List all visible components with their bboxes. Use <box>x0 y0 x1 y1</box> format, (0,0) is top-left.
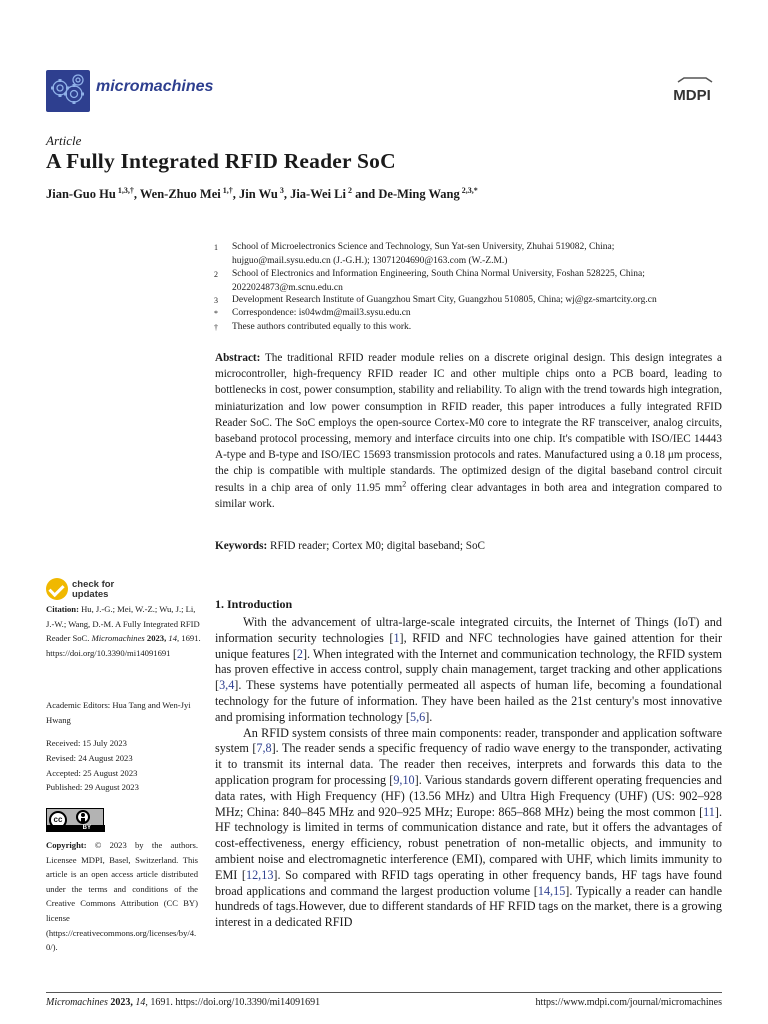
affiliation-mark: * <box>214 309 218 318</box>
paragraph-text: ]. These systems have potentially permeated all aspects of human life, becoming a foundational technology for the future of information. They have been hailed as the 21st century's most innovative and promising information technology [ <box>215 678 722 724</box>
author-name: Jin Wu <box>239 187 278 201</box>
paragraph-text: With the advancement of ultra-large-scale integrated circuits, the Internet of Things (IoT) and information security technologies [ <box>215 615 722 645</box>
abstract-sup: 2 <box>402 478 407 488</box>
affiliation-line: Development Research Institute of Guangzhou Smart City, Guangzhou 510805, China; wj@gz-smartcity.org.cn <box>232 295 657 305</box>
paragraph-text: ], RFID and NFC technologies have gained attention for their unique features [ <box>215 630 722 661</box>
article-type: Article <box>46 133 82 148</box>
copyright-text: © 2023 by the authors. Licensee MDPI, Basel, Switzerland. This article is an open access article distributed under the terms and conditions of the Creative Commons Attribution (CC BY) license (https://creativecommons.org/licenses/by/4.0/). <box>46 840 198 953</box>
mdpi-logo-icon[interactable] <box>664 76 720 108</box>
author-affiliation-sup: 1,† <box>220 185 233 195</box>
author-affiliation-sup: 3 <box>277 185 284 195</box>
abstract-text-end: offering clear advantages in both area and integration compared to similar work. <box>215 481 722 510</box>
citation-doi-link[interactable]: https://doi.org/10.3390/mi14091691 <box>46 647 171 658</box>
author-affiliation-sup: 2 <box>345 185 352 195</box>
abstract <box>215 350 722 512</box>
section-heading-introduction: 1. Introduction <box>215 597 293 611</box>
reference-link[interactable]: 5,6 <box>409 709 426 724</box>
reference-link[interactable]: 3,4 <box>219 678 235 693</box>
affiliation-line: 2022024873@m.scnu.edu.cn <box>232 282 343 293</box>
checkmark-icon <box>46 578 68 600</box>
reference-link[interactable]: 9,10 <box>393 772 415 787</box>
reference-link[interactable]: 7,8 <box>256 741 272 756</box>
author-name: Jian-Guo Hu <box>46 187 116 201</box>
author-list <box>46 187 478 202</box>
affiliation-mark: † <box>214 323 218 332</box>
paragraph-text: An RFID system consists of three main components: reader, transponder and application software system [ <box>215 725 722 756</box>
footer-citation <box>46 997 320 1008</box>
footer-year: 2023, <box>107 997 136 1008</box>
received-date: Received: 15 July 2023 <box>46 738 127 748</box>
paper-title: A Fully Integrated RFID Reader SoC <box>46 149 396 173</box>
affiliation-line: School of Microelectronics Science and Technology, Sun Yat-sen University, Zhuhai 519082, China; <box>232 242 615 252</box>
citation-label: Citation: <box>46 604 79 614</box>
footer-divider <box>46 992 722 993</box>
copyright-notice <box>46 838 198 955</box>
published-date: Published: 29 August 2023 <box>46 782 139 792</box>
keywords-label: Keywords: <box>215 540 268 552</box>
reference-link[interactable]: 2 <box>296 646 303 661</box>
affiliation-mark: 3 <box>214 296 218 305</box>
abstract-text: The traditional RFID reader module relies on a discrete original design. This design integrates a microcontroller, high-frequency RFID reader IC and other multiple chips onto a PCB board, leading to bottlenecks in cost, power consumption, stability and reliability. To align with the trend towards high integration, miniaturization and low power consumption in RFID reader, this paper introduces a fully integrated RFID Reader SoC. The SoC employs the open-source Cortex-M0 core to integrate the RF transceiver, analog circuits, baseband protocol processing, memory and interface circuits into one chip. It's compatible with ISO/IEC 14443 A-type and B-type and ISO/IEC 15693 transmission protocols and rates. Manufactured using a 0.18 μm process, the chip is compatible with multiple standards. The optimized design of the digital baseband control circuit results in a chip area of only 11.95 mm <box>215 352 722 494</box>
keywords <box>215 538 722 554</box>
abstract-label: Abstract: <box>215 352 261 364</box>
license-badge-label: BY <box>47 825 105 832</box>
citation-pages: , 1691. <box>176 633 201 644</box>
author-name: Jia-Wei Li <box>290 187 346 201</box>
reference-link[interactable]: 12,13 <box>245 867 274 882</box>
paragraph-text: ]. So compared with RFID tags operating in other frequency bands, HF tags have found broad applications and command the largest production volume [ <box>215 867 722 898</box>
affiliation-mark: 1 <box>214 243 218 252</box>
paragraph-text: ]. Typically a reader can handle hundreds of tags.However, due to different standards of HF RFID tags on the market, there is a growing interest in a dedicated RFID <box>215 883 723 930</box>
paragraph-text: ]. When integrated with the Internet and communication technology, the RFID system has proven effective in access control, supply chain management, target tracking and other applications [ <box>215 646 723 693</box>
keywords-text: RFID reader; Cortex M0; digital baseband; SoC <box>267 540 486 552</box>
author-name: De-Ming Wang <box>378 187 460 201</box>
author-name: Wen-Zhuo Mei <box>139 187 221 201</box>
reference-link[interactable]: 11 <box>703 804 715 819</box>
author-separator: and <box>351 187 379 201</box>
introduction-body <box>215 615 722 931</box>
journal-name[interactable]: micromachines <box>96 78 214 95</box>
mdpi-logo-text: MDPI <box>673 87 711 104</box>
author-separator: , <box>232 187 240 201</box>
author-separator: , <box>283 187 291 201</box>
footer-volume: 14 <box>135 997 146 1008</box>
footer-journal-url[interactable]: https://www.mdpi.com/journal/micromachines <box>535 997 722 1008</box>
copyright-label: Copyright: <box>46 840 87 850</box>
footer-doi[interactable]: , 1691. https://doi.org/10.3390/mi14091691 <box>145 997 321 1008</box>
paragraph-text: ]. The reader sends a specific frequency of radio wave energy to the transponder, activating it to transmit its internal data. The reader then receives, interprets and forwards this data to the application program for processing [ <box>215 741 722 787</box>
cc-by-license-badge[interactable] <box>46 808 104 832</box>
paragraph <box>215 726 722 931</box>
citation-volume: 14 <box>168 633 177 644</box>
revised-date: Revised: 24 August 2023 <box>46 753 133 763</box>
accepted-date: Accepted: 25 August 2023 <box>46 768 138 778</box>
citation-text: Hu, J.-G.; Mei, W.-Z.; Wu, J.; Li, J.-W.; Wang, D.-M. A Fully Integrated RFID Reader SoC. <box>46 604 200 644</box>
citation-block <box>46 602 201 660</box>
author-separator: , <box>133 187 140 201</box>
creative-commons-icon: cc <box>49 811 67 829</box>
attribution-icon <box>76 810 90 824</box>
paragraph-text: ]. HF technology is limited in terms of communication distance and rate, but it offers the advantages of cost-effectiveness, energy efficiency, robust penetration of non-metallic objects, and immunity to ambient noise and electromagnetic interference (EMI), compared with UHF, which limits immunity to EMI [ <box>215 804 722 882</box>
author-affiliation-sup: 1,3,† <box>115 185 134 195</box>
reference-link[interactable]: 1 <box>393 630 400 645</box>
check-for-updates-button[interactable] <box>46 578 136 602</box>
paragraph-text: ]. <box>425 709 433 724</box>
citation-year: 2023, <box>144 633 169 644</box>
affiliation-line: Correspondence: is04wdm@mail3.sysu.edu.cn <box>232 308 411 318</box>
citation-journal: Micromachines <box>91 633 145 644</box>
check-updates-label: check for updates <box>72 579 115 600</box>
affiliation-line: These authors contributed equally to this work. <box>232 322 412 332</box>
academic-editors: Academic Editors: Hua Tang and Wen-Jyi Hwang <box>46 700 191 725</box>
paragraph <box>215 615 722 726</box>
journal-logo-icon <box>46 70 90 112</box>
reference-link[interactable]: 14,15 <box>537 883 566 898</box>
author-affiliation-sup: 2,3,* <box>459 185 478 195</box>
paragraph-text: ]. Various standards govern different operating frequencies and data rates, with High Frequency (HF) (13.56 MHz) and Ultra High Frequency (UHF) (US: 902–928 MHz; China: 840–845 MHz and 920–925 MHz; Europe: 865–868 MHz) being the most common [ <box>215 772 722 819</box>
affiliation-line: hujguo@mail.sysu.edu.cn (J.-G.H.); 13071204690@163.com (W.-Z.M.) <box>232 255 508 266</box>
affiliation-mark: 2 <box>214 270 218 279</box>
footer-journal: Micromachines <box>46 997 108 1008</box>
affiliation-line: School of Electronics and Information Engineering, South China Normal University, Foshan 528225, China; <box>232 269 645 279</box>
